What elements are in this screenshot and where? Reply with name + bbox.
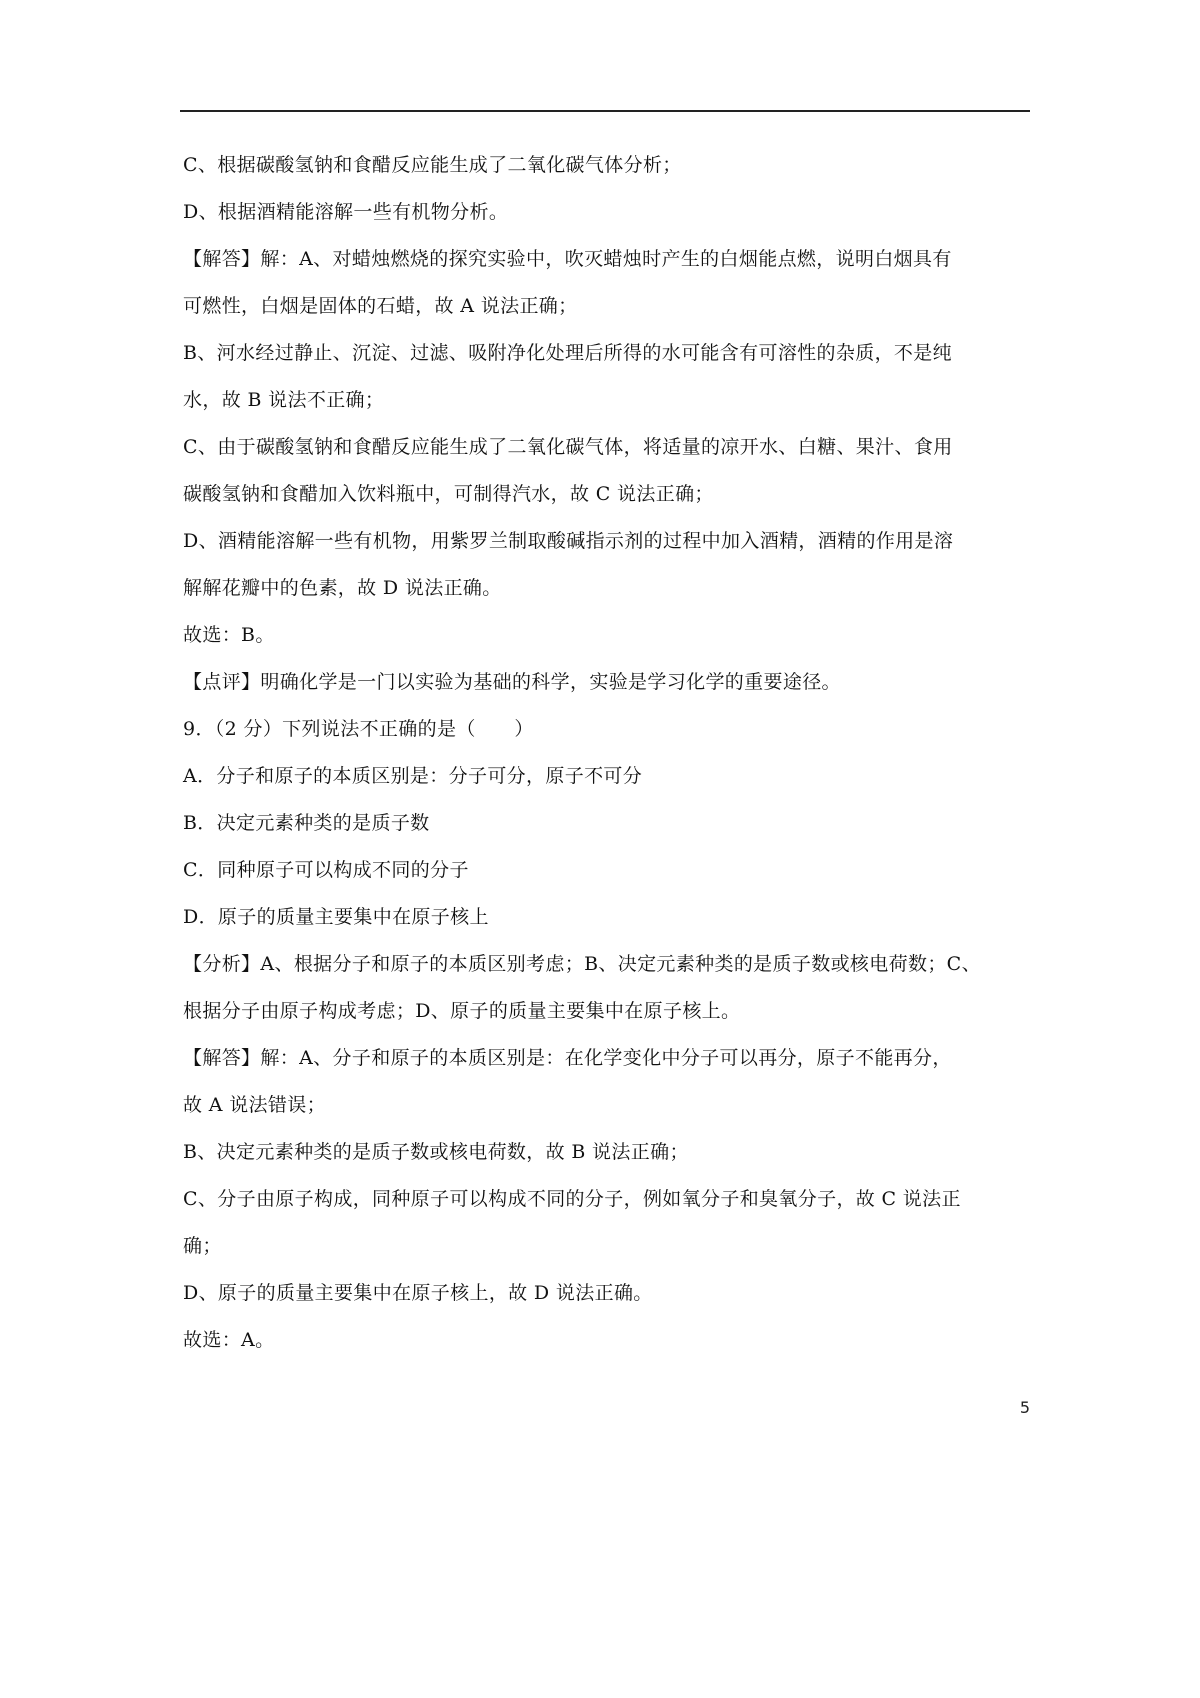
text-line: D、根据酒精能溶解一些有机物分析。 bbox=[183, 201, 509, 223]
text-line: D、原子的质量主要集中在原子核上，故 D 说法正确。 bbox=[183, 1282, 653, 1304]
text-line: 水，故 B 说法不正确； bbox=[183, 389, 385, 411]
option-b: B．决定元素种类的是质子数 bbox=[183, 812, 430, 834]
text-line: 可燃性，白烟是固体的石蜡，故 A 说法正确； bbox=[183, 295, 578, 317]
text-line: C、分子由原子构成，同种原子可以构成不同的分子，例如氧分子和臭氧分子，故 C 说法正 bbox=[183, 1188, 961, 1210]
text-line: 故选：B。 bbox=[183, 624, 275, 646]
option-d: D．原子的质量主要集中在原子核上 bbox=[183, 906, 489, 928]
text-line: 确； bbox=[183, 1235, 222, 1257]
text-line: 【解答】解：A、分子和原子的本质区别是：在化学变化中分子可以再分，原子不能再分， bbox=[183, 1047, 952, 1069]
text-line: C、由于碳酸氢钠和食醋反应能生成了二氧化碳气体，将适量的凉开水、白糖、果汁、食用 bbox=[183, 436, 953, 458]
text-line: B、河水经过静止、沉淀、过滤、吸附净化处理后所得的水可能含有可溶性的杂质，不是纯 bbox=[183, 342, 952, 364]
option-c: C．同种原子可以构成不同的分子 bbox=[183, 859, 469, 881]
text-line: 故 A 说法错误； bbox=[183, 1094, 326, 1116]
document-body bbox=[183, 152, 1031, 1374]
text-line: D、酒精能溶解一些有机物，用紫罗兰制取酸碱指示剂的过程中加入酒精，酒精的作用是溶 bbox=[183, 530, 954, 552]
text-line: 根据分子由原子构成考虑；D、原子的质量主要集中在原子核上。 bbox=[183, 1000, 741, 1022]
text-line: 碳酸氢钠和食醋加入饮料瓶中，可制得汽水，故 C 说法正确； bbox=[183, 483, 714, 505]
text-line: 故选：A。 bbox=[183, 1329, 275, 1351]
question-title: 9．（2 分）下列说法不正确的是（ ） bbox=[183, 718, 534, 740]
text-line: 【点评】明确化学是一门以实验为基础的科学，实验是学习化学的重要途径。 bbox=[183, 671, 841, 693]
text-line: B、决定元素种类的是质子数或核电荷数，故 B 说法正确； bbox=[183, 1141, 689, 1163]
option-a: A．分子和原子的本质区别是：分子可分，原子不可分 bbox=[183, 765, 643, 787]
header-rule bbox=[180, 110, 1030, 112]
page-number: 5 bbox=[1019, 1398, 1030, 1417]
text-line: C、根据碳酸氢钠和食醋反应能生成了二氧化碳气体分析； bbox=[183, 154, 682, 176]
text-line: 解解花瓣中的色素，故 D 说法正确。 bbox=[183, 577, 502, 599]
text-line: 【分析】A、根据分子和原子的本质区别考虑；B、决定元素种类的是质子数或核电荷数；C、 bbox=[183, 953, 981, 975]
text-line: 【解答】解：A、对蜡烛燃烧的探究实验中，吹灭蜡烛时产生的白烟能点燃，说明白烟具有 bbox=[183, 248, 952, 270]
